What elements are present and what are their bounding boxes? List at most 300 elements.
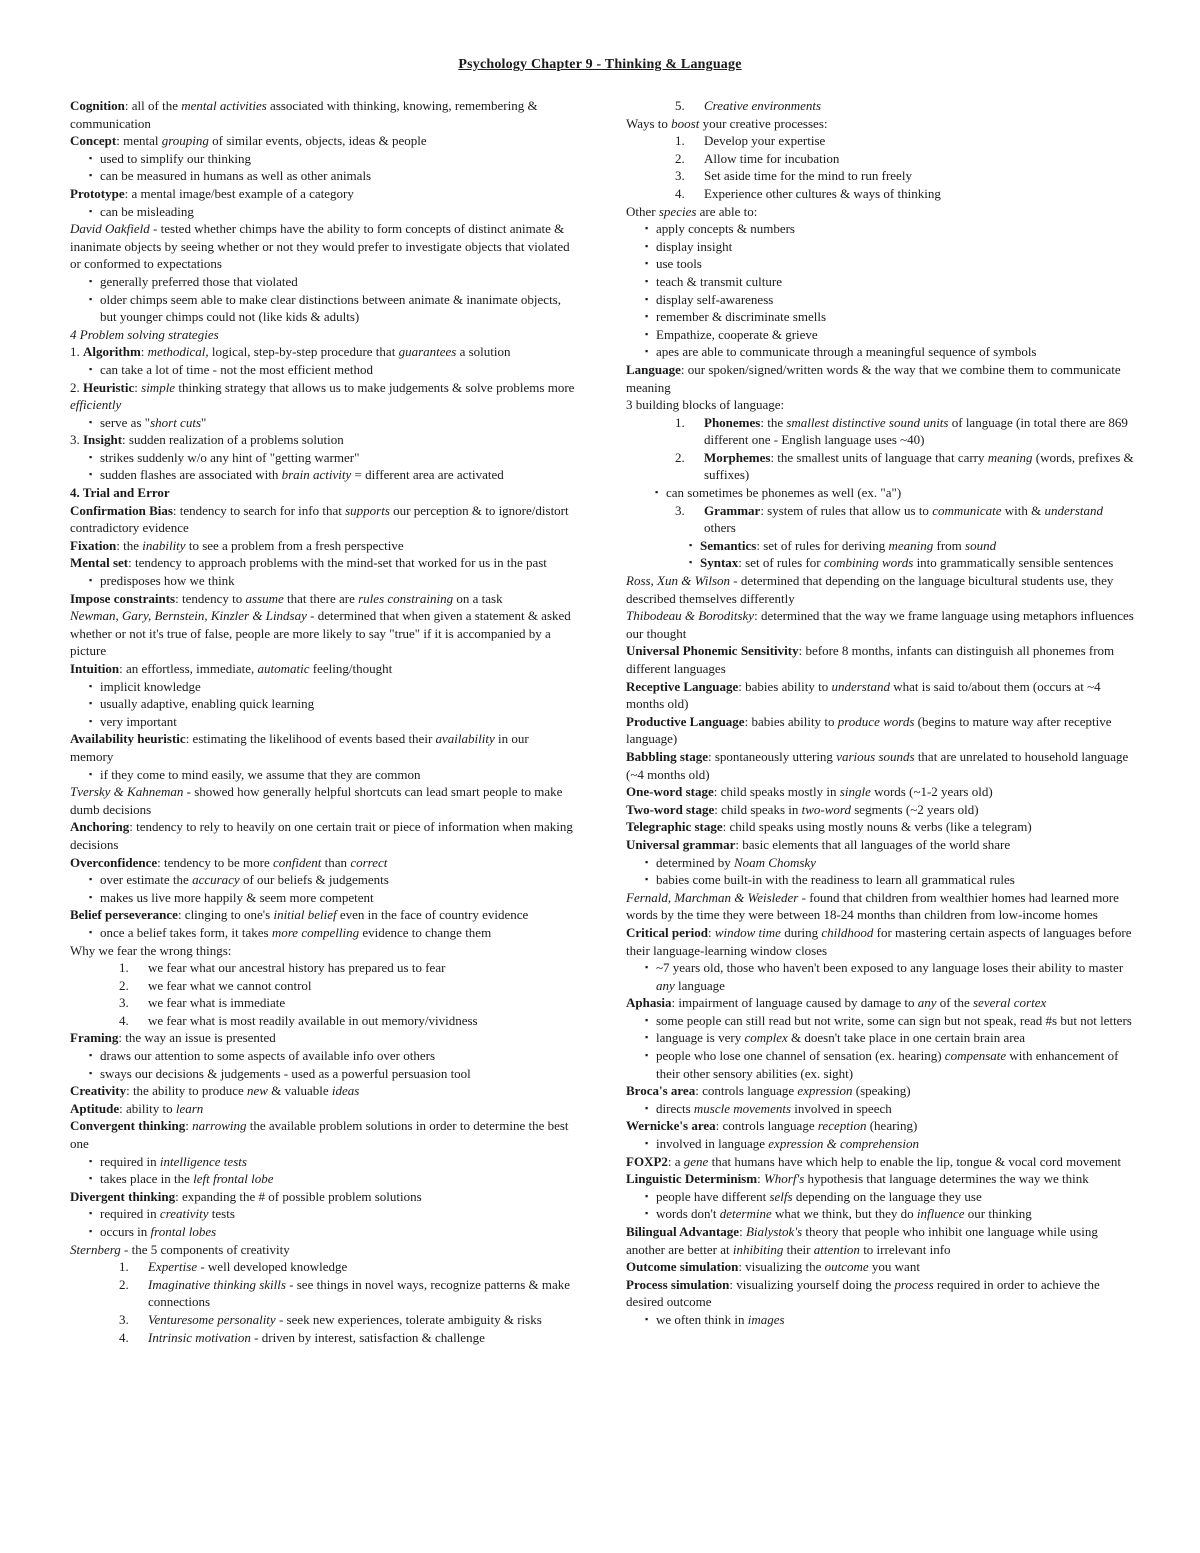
list-item xyxy=(688,150,1134,168)
left-column xyxy=(70,97,575,1346)
term: Aptitude xyxy=(70,1100,120,1116)
term: Universal Phonemic Sensitivity xyxy=(626,643,799,659)
note-line xyxy=(70,783,575,818)
emphasis: simple xyxy=(141,379,176,395)
bullet-list xyxy=(70,449,575,484)
page-title: Psychology Chapter 9 - Thinking & Language xyxy=(458,57,742,72)
emphasis: complex xyxy=(744,1030,788,1046)
note-line xyxy=(70,1029,575,1047)
list-item xyxy=(100,1047,575,1065)
list-item xyxy=(656,220,1134,238)
emphasis: accuracy xyxy=(192,872,240,888)
text-run: very important xyxy=(100,713,177,729)
emphasis: left frontal lobe xyxy=(193,1171,274,1187)
term: Bilingual Advantage xyxy=(626,1224,740,1239)
emphasis: boost xyxy=(671,115,700,131)
numbered-list xyxy=(70,959,575,1029)
term: One-word stage xyxy=(626,784,714,800)
list-item xyxy=(100,1153,575,1171)
list-item xyxy=(656,1012,1134,1030)
emphasis: attention xyxy=(813,1241,860,1257)
list-item xyxy=(100,361,575,379)
text-run: Set aside time for the mind to run freely xyxy=(704,168,912,184)
emphasis: meaning xyxy=(888,537,934,553)
note-line xyxy=(70,854,575,872)
emphasis: species xyxy=(658,203,697,219)
text-run: a solution xyxy=(456,344,511,360)
text-run: : tendency to rely to heavily on one certain trait or piece of information when making decisions xyxy=(70,819,573,852)
list-item xyxy=(688,167,1134,185)
term: Concept xyxy=(70,133,117,149)
bullet-list xyxy=(70,924,575,942)
text-run: sudden flashes are associated with xyxy=(100,467,282,483)
text-run: : a mental image/best example of a category xyxy=(124,185,354,201)
term: Syntax xyxy=(700,555,739,571)
text-run: than xyxy=(321,854,351,870)
bullet-list xyxy=(626,959,1134,994)
list-item xyxy=(132,994,575,1012)
text-run: their xyxy=(783,1241,814,1257)
note-line xyxy=(626,889,1134,924)
text-run: what we think, but they do xyxy=(771,1206,917,1222)
note-line xyxy=(626,801,1134,819)
text-run: apes are able to communicate through a meaningful sequence of symbols xyxy=(656,344,1037,360)
text-run: - see things in novel ways, recognize patterns & make connections xyxy=(148,1276,571,1310)
emphasis: ideas xyxy=(331,1083,360,1099)
term: Phonemes xyxy=(704,414,761,430)
term: Intuition xyxy=(70,661,120,676)
emphasis: Tversky & Kahneman xyxy=(70,784,184,800)
text-run: 3. xyxy=(70,432,83,448)
text-run: & doesn't take place in one certain brain area xyxy=(787,1030,1026,1046)
text-run: you want xyxy=(868,1259,920,1275)
text-run: ~7 years old, those who haven't been exposed to any language loses their ability to master xyxy=(656,960,1124,976)
emphasis: combining words xyxy=(823,555,914,571)
numbered-list xyxy=(626,97,1134,115)
text-run: sways our decisions & judgements - used as a powerful persuasion tool xyxy=(100,1065,471,1081)
emphasis: meaning xyxy=(987,449,1033,465)
note-line xyxy=(70,906,575,924)
text-run: makes us live more happily & seem more competent xyxy=(100,889,374,905)
emphasis: availability xyxy=(435,731,495,747)
text-run: (hearing) xyxy=(866,1118,918,1134)
emphasis: efficiently xyxy=(70,397,122,413)
bullet-list xyxy=(70,414,575,432)
text-run: over estimate the xyxy=(100,872,193,888)
note-line xyxy=(626,713,1134,748)
emphasis: David Oakfield xyxy=(70,221,150,237)
bullet-list xyxy=(626,1135,1134,1153)
note-line xyxy=(70,537,575,555)
note-line xyxy=(70,730,575,765)
note-line xyxy=(626,642,1134,677)
list-item xyxy=(656,1029,1134,1047)
note-line xyxy=(626,1276,1134,1311)
text-run: occurs in xyxy=(100,1224,151,1239)
term: 4. Trial and Error xyxy=(70,485,170,501)
note-line xyxy=(626,572,1134,607)
term: Overconfidence xyxy=(70,854,158,870)
text-run: people who lose one channel of sensation (ex. hearing) xyxy=(656,1048,945,1064)
emphasis: learn xyxy=(175,1100,204,1116)
text-run: even in the face of country evidence xyxy=(336,907,529,923)
note-line xyxy=(626,748,1134,783)
term: Universal grammar xyxy=(626,836,736,852)
emphasis: selfs xyxy=(769,1188,793,1204)
note-line xyxy=(70,660,575,678)
emphasis: understand xyxy=(831,678,890,694)
text-run: : the way an issue is presented xyxy=(118,1030,276,1046)
note-line xyxy=(70,1100,575,1118)
list-item xyxy=(656,1047,1134,1082)
emphasis: grouping xyxy=(161,133,209,149)
emphasis: single xyxy=(839,784,871,800)
note-line xyxy=(626,1223,1134,1258)
text-run: can take a lot of time - not the most efficient method xyxy=(100,361,374,377)
text-run: - seek new experiences, tolerate ambiguity & risks xyxy=(275,1311,542,1327)
text-run: 2. xyxy=(70,379,83,395)
emphasis: Whorf's xyxy=(763,1171,805,1187)
text-run: that humans have which help to enable the lip, tongue & vocal cord movement xyxy=(708,1153,1121,1169)
text-run: : xyxy=(739,1224,746,1239)
text-run: babies come built-in with the readiness to learn all grammatical rules xyxy=(656,872,1015,888)
text-run: we fear what we cannot control xyxy=(148,977,312,993)
emphasis: process xyxy=(894,1276,934,1292)
text-run: takes place in the xyxy=(100,1171,194,1187)
bullet-list xyxy=(70,361,575,379)
text-run: & valuable xyxy=(267,1083,332,1099)
note-line xyxy=(626,1258,1134,1276)
note-line xyxy=(70,1188,575,1206)
list-item xyxy=(656,1135,1134,1153)
emphasis: frontal lobes xyxy=(150,1224,217,1239)
text-run: determined by xyxy=(656,854,734,870)
emphasis: more compelling xyxy=(271,924,360,940)
list-item xyxy=(100,167,575,185)
list-item xyxy=(656,291,1134,309)
emphasis: reception xyxy=(817,1118,867,1134)
text-run: : expanding the # of possible problem solutions xyxy=(175,1188,422,1204)
term: Babbling stage xyxy=(626,748,708,764)
emphasis: compensate xyxy=(944,1048,1007,1064)
emphasis: gene xyxy=(683,1153,709,1169)
text-run: - the 5 components of creativity xyxy=(120,1241,290,1257)
note-line xyxy=(626,1170,1134,1188)
text-run: : xyxy=(185,1118,193,1134)
term: Critical period xyxy=(626,924,708,940)
text-run: - determined that depending on the language bicultural students use, they described themselves differently xyxy=(626,573,1114,606)
text-run: : the smallest units of language that carry xyxy=(770,449,988,465)
text-run: the available problem solutions in order to determine the best one xyxy=(70,1118,569,1152)
term: Grammar xyxy=(704,502,761,518)
term: Wernicke's area xyxy=(626,1118,716,1134)
bullet-list xyxy=(70,273,575,326)
list-item xyxy=(656,326,1134,344)
list-item xyxy=(656,871,1134,889)
list-item xyxy=(688,414,1134,449)
text-run: associated with thinking, knowing, remembering & communication xyxy=(70,98,538,131)
emphasis: brain activity xyxy=(281,467,352,483)
emphasis: automatic xyxy=(257,661,310,676)
bullet-list xyxy=(70,1153,575,1188)
text-run: involved in speech xyxy=(791,1100,892,1116)
emphasis: new xyxy=(247,1083,268,1099)
note-line xyxy=(626,678,1134,713)
text-run: Allow time for incubation xyxy=(704,150,840,166)
bullet-list xyxy=(70,150,575,185)
list-item xyxy=(100,713,575,731)
list-item xyxy=(656,238,1134,256)
term: Algorithm xyxy=(83,344,141,360)
text-run: 3 building blocks of language: xyxy=(626,397,785,413)
emphasis: assume xyxy=(245,590,284,606)
text-run: serve as " xyxy=(100,414,151,430)
note-line xyxy=(70,1241,575,1259)
text-run: involved in language xyxy=(656,1136,769,1152)
list-item xyxy=(100,1170,575,1188)
emphasis: guarantees xyxy=(398,344,457,360)
list-item xyxy=(656,273,1134,291)
emphasis: any xyxy=(656,977,675,993)
text-run: from xyxy=(933,537,966,553)
text-run: we often think in xyxy=(656,1311,748,1327)
text-run: Develop your expertise xyxy=(704,133,826,149)
note-line xyxy=(70,607,575,660)
list-item xyxy=(700,554,1134,572)
term: Confirmation Bias xyxy=(70,502,173,518)
list-item xyxy=(100,695,575,713)
list-item xyxy=(656,255,1134,273)
note-line xyxy=(626,1153,1134,1171)
text-run: : child speaks in xyxy=(714,801,802,817)
term: Productive Language xyxy=(626,713,745,729)
list-item xyxy=(656,308,1134,326)
right-column xyxy=(626,97,1134,1329)
list-item xyxy=(688,132,1134,150)
text-run: depending on the language they use xyxy=(792,1188,982,1204)
bullet-list xyxy=(626,1100,1134,1118)
text-run: Other xyxy=(626,203,659,219)
text-run: on a task xyxy=(453,590,503,606)
list-item xyxy=(700,537,1134,555)
list-item xyxy=(100,1205,575,1223)
text-run: segments (~2 years old) xyxy=(850,801,979,817)
text-run: directs xyxy=(656,1100,694,1116)
emphasis: Intrinsic motivation xyxy=(148,1329,251,1345)
text-run: : a xyxy=(667,1153,684,1169)
text-run: some people can still read but not write, some can sign but not speak, read #s but not letters xyxy=(656,1012,1132,1028)
text-run: : system of rules that allow us to xyxy=(760,502,933,518)
text-run: our perception & to ignore/distort contradictory evidence xyxy=(70,502,569,536)
text-run: : babies ability to xyxy=(744,713,838,729)
emphasis: outcome xyxy=(824,1259,869,1275)
term: Broca's area xyxy=(626,1083,696,1099)
list-item xyxy=(132,1012,575,1030)
note-line xyxy=(70,590,575,608)
list-item xyxy=(656,854,1134,872)
list-item xyxy=(100,449,575,467)
text-run: we fear what is immediate xyxy=(148,995,286,1011)
text-run: of similar events, objects, ideas & people xyxy=(208,133,427,149)
text-run: older chimps seem able to make clear distinctions between animate & inanimate objects, but younger chimps could not (like kids & adults) xyxy=(100,291,561,325)
emphasis: expression & comprehension xyxy=(768,1136,919,1152)
emphasis: Newman, Gary, Bernstein, Kinzler & Lindsay xyxy=(70,608,307,624)
note-line xyxy=(70,1082,575,1100)
text-run: : tendency to search for info that xyxy=(172,502,346,518)
emphasis: Expertise xyxy=(148,1259,198,1275)
text-run: : tendency to be more xyxy=(157,854,274,870)
text-run: required in xyxy=(100,1153,160,1169)
text-run: : child speaks using mostly nouns & verbs (like a telegram) xyxy=(722,819,1032,835)
text-run: theory that people who inhibit one language while using another are better at xyxy=(626,1224,1098,1257)
text-run: with & xyxy=(1001,502,1045,518)
text-run: can be misleading xyxy=(100,203,194,219)
term: Heuristic xyxy=(83,379,135,395)
list-item xyxy=(656,1100,1134,1118)
list-item xyxy=(100,150,575,168)
emphasis: Venturesome personality xyxy=(148,1311,276,1327)
list-item xyxy=(688,97,1134,115)
text-run: : mental xyxy=(116,133,162,149)
text-run: : tendency to xyxy=(175,590,246,606)
text-run: : xyxy=(140,344,148,360)
list-item xyxy=(656,1188,1134,1206)
emphasis: 4 Problem solving strategies xyxy=(70,326,219,342)
text-run: generally preferred those that violated xyxy=(100,273,298,289)
note-line xyxy=(626,1082,1134,1100)
list-item xyxy=(132,1276,575,1311)
text-run: : basic elements that all languages of the world share xyxy=(735,836,1011,852)
list-item xyxy=(100,1223,575,1241)
emphasis: understand xyxy=(1044,502,1103,518)
text-run: display self-awareness xyxy=(656,291,774,307)
emphasis: Ross, Xun & Wilson xyxy=(626,573,731,589)
text-run: of our beliefs & judgements xyxy=(239,872,389,888)
note-line xyxy=(70,220,575,273)
text-run: Ways to xyxy=(626,115,672,131)
list-item xyxy=(656,959,1134,994)
text-run: usually adaptive, enabling quick learning xyxy=(100,696,315,712)
text-run: language xyxy=(674,977,725,993)
emphasis: intelligence tests xyxy=(159,1153,247,1169)
emphasis: several cortex xyxy=(972,995,1047,1011)
list-item xyxy=(100,924,575,942)
emphasis: two-word xyxy=(801,801,851,817)
text-run: can sometimes be phonemes as well (ex. "a") xyxy=(666,485,902,501)
text-run: : before 8 months, infants can distinguish all phonemes from different languages xyxy=(626,643,1115,676)
note-line xyxy=(70,343,575,361)
text-run: required in order to achieve the desired outcome xyxy=(626,1276,1100,1310)
text-run: : babies ability to xyxy=(738,678,832,694)
list-item xyxy=(100,889,575,907)
emphasis: Creative environments xyxy=(704,98,822,113)
note-line xyxy=(70,431,575,449)
bullet-list xyxy=(70,871,575,906)
bullet-list xyxy=(626,1012,1134,1082)
text-run: display insight xyxy=(656,238,733,254)
bullet-list xyxy=(70,1205,575,1240)
text-run: words don't xyxy=(656,1206,720,1222)
text-run: : tendency to approach problems with the mind-set that worked for us in the past xyxy=(128,555,547,571)
note-line xyxy=(70,554,575,572)
text-run: we fear what is most readily available in out memory/vividness xyxy=(148,1012,478,1028)
emphasis: Noam Chomsky xyxy=(733,854,816,870)
emphasis: Fernald, Marchman & Weisleder xyxy=(626,889,799,905)
text-run: tests xyxy=(208,1206,235,1222)
list-item xyxy=(100,273,575,291)
list-item xyxy=(688,185,1134,203)
text-run: 1. xyxy=(70,344,83,360)
note-line xyxy=(626,396,1134,414)
term: Cognition xyxy=(70,98,125,113)
text-run: : visualizing the xyxy=(738,1259,825,1275)
text-run: can be measured in humans as well as other animals xyxy=(100,168,372,184)
emphasis: supports xyxy=(345,502,390,518)
emphasis: childhood xyxy=(821,924,874,940)
note-line xyxy=(626,924,1134,959)
text-run: used to simplify our thinking xyxy=(100,150,251,166)
text-run: : clinging to one's xyxy=(177,907,274,923)
note-line xyxy=(70,484,575,502)
bullet-list xyxy=(70,572,575,590)
text-run: : visualizing yourself doing the xyxy=(729,1276,895,1292)
note-line xyxy=(626,836,1134,854)
text-run: use tools xyxy=(656,256,702,272)
text-run: (words, prefixes & suffixes) xyxy=(704,449,1134,483)
emphasis: narrowing xyxy=(192,1118,247,1134)
text-run: of language (in total there are 869 different one - English language uses ~40) xyxy=(704,414,1128,448)
text-run: that are unrelated to household language (~4 months old) xyxy=(626,748,1129,782)
emphasis: confident xyxy=(273,854,322,870)
term: Mental set xyxy=(70,555,129,571)
bullet-list xyxy=(626,854,1134,889)
text-run: : all of the xyxy=(124,98,182,113)
term: Telegraphic stage xyxy=(626,819,723,835)
term: Fixation xyxy=(70,537,117,553)
list-item xyxy=(100,291,575,326)
text-run: : set of rules for deriving xyxy=(756,537,889,553)
emphasis: short cuts xyxy=(150,414,201,430)
bullet-list xyxy=(626,484,1134,502)
numbered-list xyxy=(626,414,1134,484)
emphasis: Sternberg xyxy=(70,1241,121,1257)
term: Outcome simulation xyxy=(626,1259,739,1275)
text-run: thinking strategy that allows us to make judgements & solve problems more xyxy=(175,379,575,395)
text-run: for mastering certain aspects of languages before their language-learning window closes xyxy=(626,924,1132,958)
text-run: are able to: xyxy=(696,203,758,219)
text-run: hypothesis that language determines the way we think xyxy=(804,1171,1089,1187)
term: Prototype xyxy=(70,185,125,201)
text-run: = different area are activated xyxy=(351,467,504,483)
list-item xyxy=(100,871,575,889)
note-line xyxy=(626,1117,1134,1135)
emphasis: expression xyxy=(797,1083,853,1099)
text-run: into grammatically sensible sentences xyxy=(913,555,1114,571)
note-line xyxy=(626,361,1134,396)
note-line xyxy=(70,379,575,414)
text-run: with enhancement of their other sensory abilities (ex. sight) xyxy=(656,1048,1119,1081)
term: Framing xyxy=(70,1030,119,1046)
text-run: , logical, step-by-step procedure that xyxy=(205,344,399,360)
text-run: implicit knowledge xyxy=(100,678,201,694)
term: Semantics xyxy=(700,537,757,553)
emphasis: initial belief xyxy=(273,907,337,923)
text-run: to irrelevant info xyxy=(859,1241,951,1257)
text-run: : controls language xyxy=(695,1083,798,1099)
term: Anchoring xyxy=(70,819,130,835)
list-item xyxy=(132,1329,575,1347)
term: Receptive Language xyxy=(626,678,739,694)
